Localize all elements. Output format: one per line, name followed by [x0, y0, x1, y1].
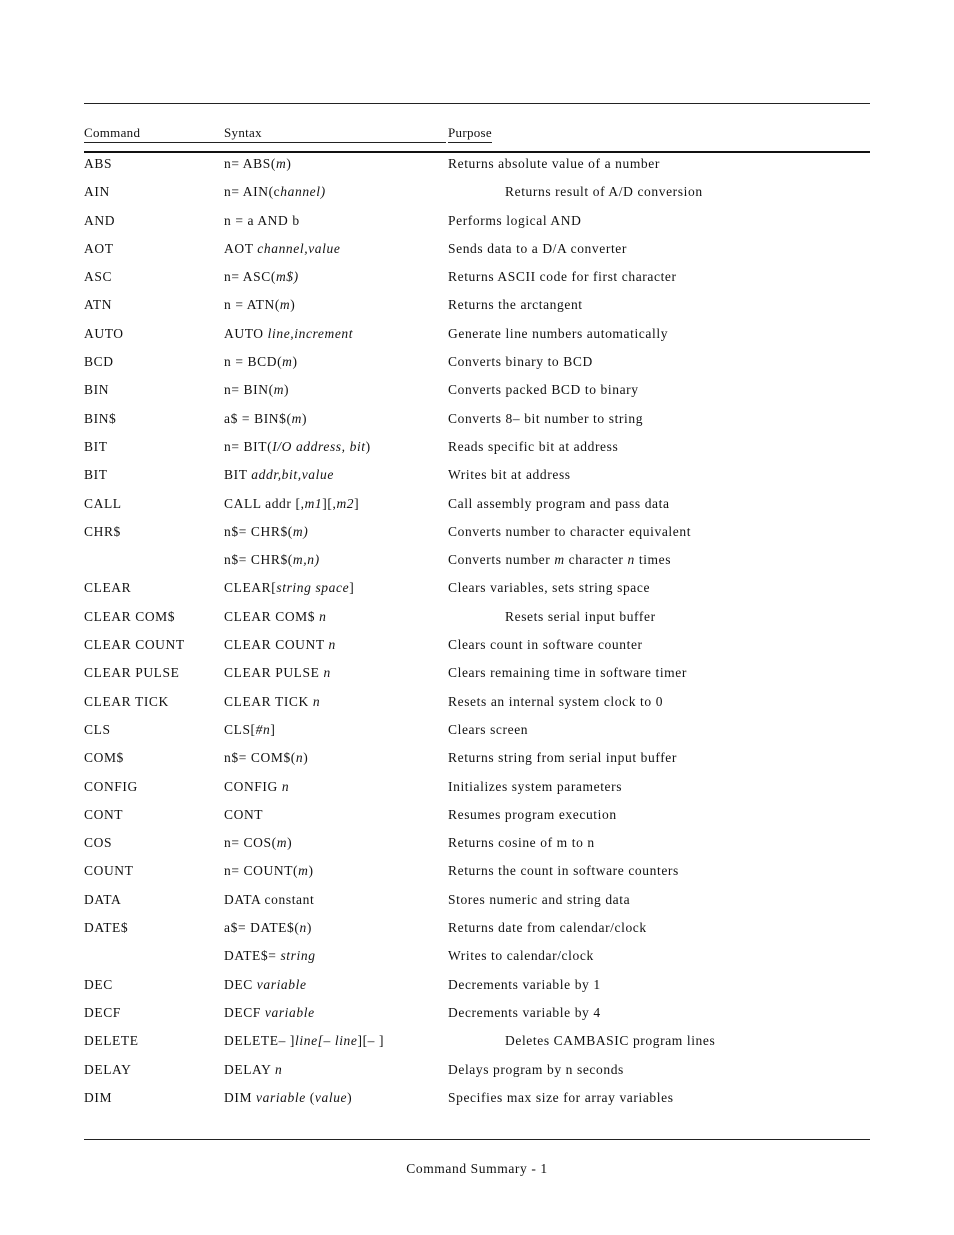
page-footer: Command Summary - 1 — [406, 1161, 548, 1176]
syntax-cell: CLEAR PULSE n — [224, 665, 331, 681]
table-row — [0, 944, 954, 972]
purpose-cell: Deletes CAMBASIC program lines — [505, 1033, 716, 1049]
table-row — [0, 690, 954, 718]
command-cell: CLEAR — [84, 580, 132, 596]
table-row — [0, 718, 954, 746]
table-row — [0, 1058, 954, 1086]
table-row — [0, 350, 954, 378]
table-row — [0, 888, 954, 916]
command-cell: CLEAR COUNT — [84, 637, 185, 653]
syntax-cell: AUTO line,increment — [224, 325, 354, 341]
syntax-cell: n$= CHR$(m,n) — [224, 552, 320, 568]
table-row — [0, 576, 954, 604]
command-cell: CLEAR PULSE — [84, 665, 180, 681]
command-table — [0, 152, 954, 1114]
syntax-cell: n= BIN(m) — [224, 382, 290, 398]
command-cell: DELETE — [84, 1033, 139, 1049]
purpose-cell: Generate line numbers automatically — [448, 325, 669, 341]
syntax-cell: a$ = BIN$(m) — [224, 410, 308, 426]
command-cell: CALL — [84, 495, 122, 511]
table-row — [0, 633, 954, 661]
purpose-cell: Returns string from serial input buffer — [448, 750, 677, 766]
syntax-cell: n= COUNT(m) — [224, 863, 314, 879]
syntax-cell: CLEAR TICK n — [224, 693, 321, 709]
command-cell: BIN$ — [84, 410, 117, 426]
command-cell: DELAY — [84, 1061, 132, 1077]
syntax-cell: DATA constant — [224, 891, 315, 907]
purpose-cell: Clears variables, sets string space — [448, 580, 651, 596]
command-cell: AOT — [84, 240, 114, 256]
table-row — [0, 492, 954, 520]
syntax-cell: BIT addr,bit,value — [224, 467, 334, 483]
table-row — [0, 435, 954, 463]
syntax-cell: a$= DATE$(n) — [224, 920, 312, 936]
purpose-cell: Converts 8– bit number to string — [448, 410, 644, 426]
table-row — [0, 803, 954, 831]
syntax-cell: n= COS(m) — [224, 835, 293, 851]
table-row — [0, 973, 954, 1001]
purpose-cell: Sends data to a D/A converter — [448, 240, 627, 256]
syntax-cell: DEC variable — [224, 976, 307, 992]
syntax-cell: DELETE– ]line[– line][– ] — [224, 1033, 385, 1049]
purpose-cell: Returns date from calendar/clock — [448, 920, 647, 936]
syntax-cell: n= BIT(I/O address, bit) — [224, 438, 371, 454]
purpose-cell: Writes to calendar/clock — [448, 948, 594, 964]
purpose-cell: Returns absolute value of a number — [448, 156, 660, 171]
purpose-cell: Clears count in software counter — [448, 637, 643, 653]
table-row — [0, 1029, 954, 1057]
command-cell: AUTO — [84, 325, 124, 341]
command-cell: DATA — [84, 891, 122, 907]
command-cell: CLS — [84, 721, 111, 737]
purpose-cell: Returns ASCII code for first character — [448, 269, 677, 285]
table-row — [0, 520, 954, 548]
table-row — [0, 293, 954, 321]
purpose-cell: Resets an internal system clock to 0 — [448, 693, 664, 709]
purpose-cell: Returns cosine of m to n — [448, 835, 595, 851]
syntax-cell: DIM variable (value) — [224, 1089, 353, 1105]
syntax-cell: DELAY n — [224, 1061, 283, 1077]
syntax-cell: CLEAR COUNT n — [224, 637, 336, 653]
command-cell: ABS — [84, 156, 113, 171]
command-cell: CONFIG — [84, 778, 138, 794]
syntax-cell: n= AIN(channel) — [224, 184, 326, 200]
syntax-cell: DATE$= string — [224, 948, 316, 964]
syntax-cell: CLEAR[string space] — [224, 580, 355, 596]
command-cell: CLEAR COM$ — [84, 608, 176, 624]
purpose-cell: Returns the count in software counters — [448, 863, 679, 879]
syntax-cell: AOT channel,value — [224, 240, 341, 256]
syntax-cell: n= ABS(m) — [224, 156, 292, 171]
table-row — [0, 916, 954, 944]
syntax-cell: n= ASC(m$) — [224, 269, 299, 285]
table-row — [0, 322, 954, 350]
purpose-cell: Specifies max size for array variables — [448, 1089, 674, 1105]
command-cell: DATE$ — [84, 920, 129, 936]
bottom-rule — [84, 1139, 870, 1140]
table-row — [0, 775, 954, 803]
purpose-cell: Resumes program execution — [448, 806, 617, 822]
purpose-cell: Writes bit at address — [448, 467, 571, 483]
purpose-cell: Decrements variable by 4 — [448, 1004, 601, 1020]
command-cell: CHR$ — [84, 523, 121, 539]
syntax-cell: CONT — [224, 806, 264, 822]
table-row — [0, 1001, 954, 1029]
syntax-cell: n = a AND b — [224, 212, 300, 228]
syntax-cell: CLS[#n] — [224, 721, 276, 737]
table-row — [0, 180, 954, 208]
command-cell: CONT — [84, 806, 124, 822]
table-row — [0, 209, 954, 237]
purpose-cell: Clears screen — [448, 721, 529, 737]
header-command: Command — [84, 125, 224, 143]
table-row — [0, 661, 954, 689]
command-cell: DECF — [84, 1004, 121, 1020]
command-cell: ATN — [84, 297, 113, 313]
purpose-cell: Converts number to character equivalent — [448, 523, 692, 539]
purpose-cell: Resets serial input buffer — [505, 608, 656, 624]
table-row — [0, 1086, 954, 1114]
syntax-cell: CONFIG n — [224, 778, 290, 794]
syntax-cell: n = ATN(m) — [224, 297, 296, 313]
command-cell: BIN — [84, 382, 110, 398]
syntax-cell: CALL addr [,m1][,m2] — [224, 495, 360, 511]
header-syntax: Syntax — [224, 125, 446, 143]
command-cell: BIT — [84, 467, 108, 483]
table-row — [0, 548, 954, 576]
command-cell: AND — [84, 212, 116, 228]
purpose-cell: Delays program by n seconds — [448, 1061, 624, 1077]
syntax-cell: n$= COM$(n) — [224, 750, 309, 766]
purpose-cell: Clears remaining time in software timer — [448, 665, 687, 681]
table-row — [0, 831, 954, 859]
command-cell: COUNT — [84, 863, 134, 879]
command-cell: DEC — [84, 976, 113, 992]
purpose-cell: Decrements variable by 1 — [448, 976, 601, 992]
table-row — [0, 859, 954, 887]
purpose-cell: Initializes system parameters — [448, 778, 623, 794]
table-row — [0, 407, 954, 435]
top-rule — [84, 103, 870, 104]
table-row — [0, 463, 954, 491]
purpose-cell: Returns result of A/D conversion — [505, 184, 703, 200]
command-cell: BCD — [84, 354, 114, 370]
purpose-cell: Performs logical AND — [448, 212, 582, 228]
table-row — [0, 265, 954, 293]
command-cell: CLEAR TICK — [84, 693, 169, 709]
command-cell: DIM — [84, 1089, 113, 1105]
table-row — [0, 237, 954, 265]
table-row — [0, 746, 954, 774]
command-cell: AIN — [84, 184, 110, 200]
purpose-cell: Converts binary to BCD — [448, 354, 593, 370]
command-cell: BIT — [84, 438, 108, 454]
syntax-cell: DECF variable — [224, 1004, 315, 1020]
syntax-cell: CLEAR COM$ n — [224, 608, 327, 624]
command-cell: COS — [84, 835, 113, 851]
table-row — [0, 152, 954, 180]
purpose-cell: Returns the arctangent — [448, 297, 583, 313]
purpose-cell: Stores numeric and string data — [448, 891, 631, 907]
syntax-cell: n = BCD(m) — [224, 354, 298, 370]
purpose-cell: Call assembly program and pass data — [448, 495, 670, 511]
syntax-cell: n$= CHR$(m) — [224, 523, 309, 539]
command-cell: COM$ — [84, 750, 124, 766]
command-cell: ASC — [84, 269, 113, 285]
purpose-cell: Converts number m character n times — [448, 552, 672, 568]
table-row — [0, 378, 954, 406]
table-row — [0, 605, 954, 633]
header-purpose: Purpose — [448, 125, 492, 143]
purpose-cell: Converts packed BCD to binary — [448, 382, 639, 398]
purpose-cell: Reads specific bit at address — [448, 438, 619, 454]
